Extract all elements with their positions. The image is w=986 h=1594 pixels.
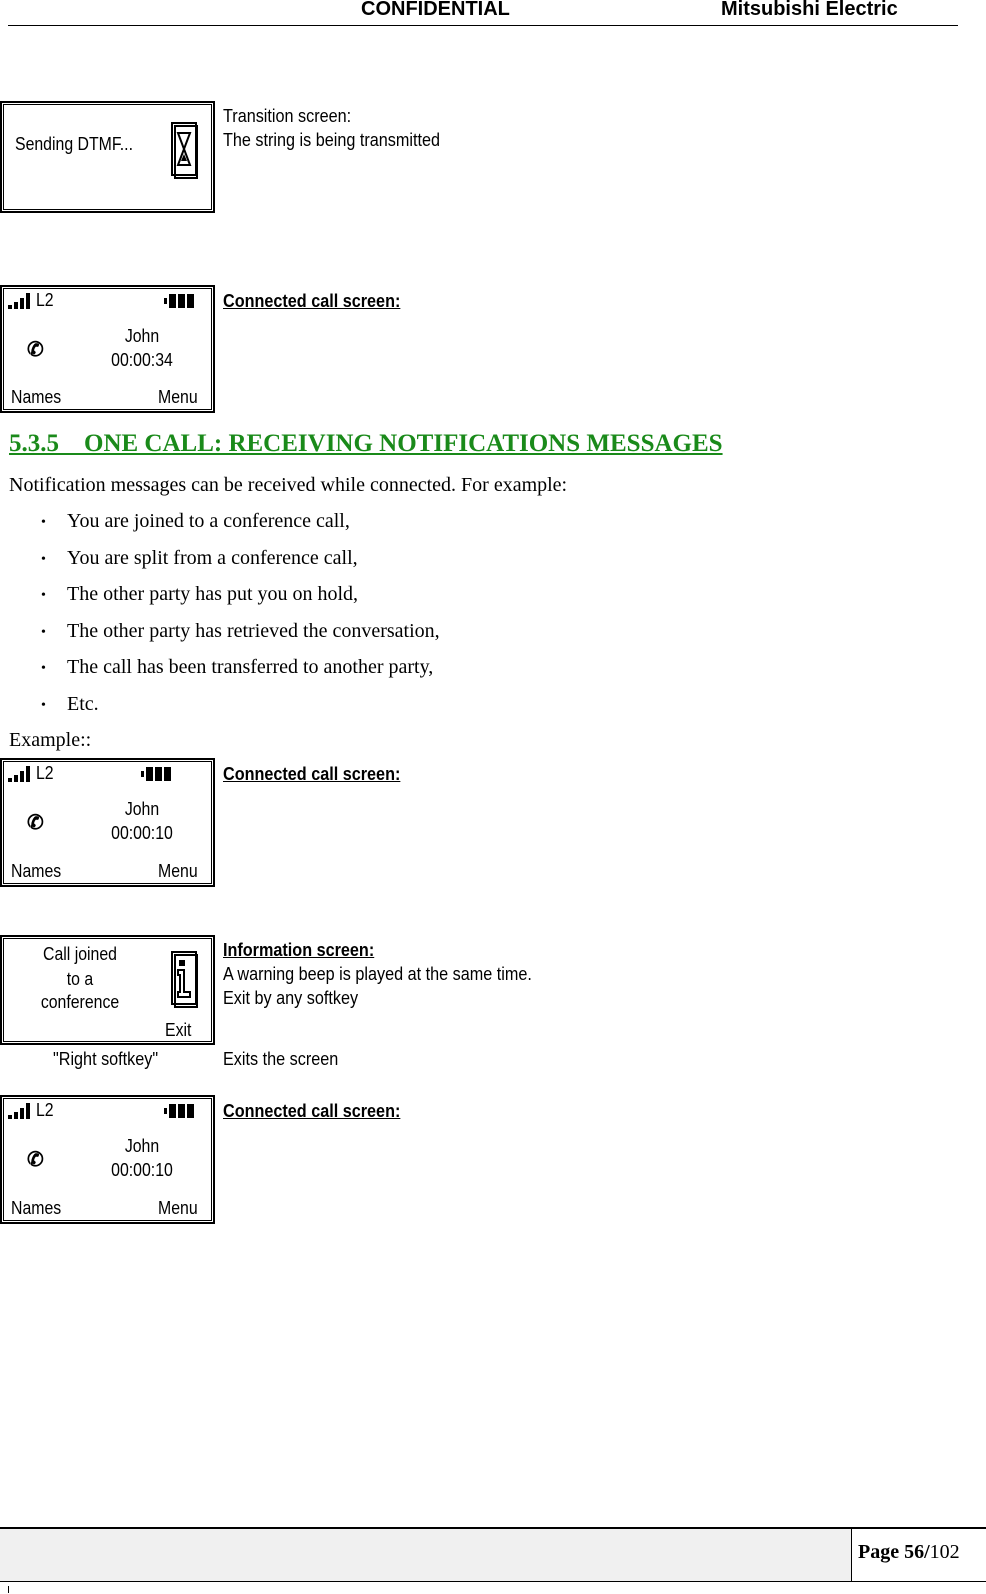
hourglass-icon — [170, 121, 200, 179]
dtmf-desc-title: Transition screen: — [223, 106, 352, 126]
caller-name: John — [124, 1136, 160, 1156]
names-softkey[interactable]: Names — [11, 387, 62, 407]
dtmf-screen — [0, 101, 215, 213]
caller-name: John — [124, 799, 160, 819]
list-item: The other party has retrieved the conversation, — [67, 620, 440, 642]
line-label: L2 — [36, 763, 54, 783]
caller-name: John — [124, 326, 160, 346]
connected-call-title: Connected call screen: — [223, 291, 401, 311]
signal-strength-icon — [8, 293, 34, 309]
bullet-icon: • — [41, 588, 46, 603]
information-desc-line: Exit by any softkey — [223, 988, 359, 1008]
confidential-label: CONFIDENTIAL — [361, 0, 510, 20]
battery-icon — [164, 1104, 194, 1118]
info-message-line: conference — [40, 992, 120, 1012]
list-item: The other party has put you on hold, — [67, 583, 359, 605]
bullet-icon: • — [41, 625, 46, 640]
dtmf-description — [223, 104, 440, 152]
bullet-icon: • — [41, 552, 46, 567]
menu-softkey[interactable]: Menu — [158, 1198, 198, 1218]
connected-call-screen — [0, 285, 215, 413]
connected-call-title: Connected call screen: — [223, 764, 401, 784]
line-label: L2 — [36, 1100, 54, 1120]
connected-call-description — [223, 289, 400, 313]
connected-call-description — [223, 1099, 400, 1123]
info-message-line: Call joined — [43, 944, 117, 964]
dtmf-desc-text: The string is being transmitted — [223, 130, 441, 150]
battery-icon — [164, 294, 194, 308]
exit-softkey[interactable]: Exit — [165, 1020, 192, 1040]
info-icon — [170, 950, 200, 1008]
menu-softkey[interactable]: Menu — [158, 387, 198, 407]
dtmf-text: Sending DTMF... — [15, 134, 133, 154]
call-duration: 00:00:10 — [111, 1160, 173, 1180]
battery-icon — [141, 767, 171, 781]
bullet-icon: • — [41, 698, 46, 713]
bullet-icon: • — [41, 661, 46, 676]
margin-mark — [8, 1586, 9, 1593]
names-softkey[interactable]: Names — [11, 861, 62, 881]
page-number — [858, 1541, 960, 1564]
phone-handset-icon: ✆ — [27, 1149, 44, 1171]
bullet-icon: • — [41, 515, 46, 530]
list-item: Etc. — [67, 693, 99, 715]
page-header — [8, 0, 958, 26]
right-softkey-label: "Right softkey" — [53, 1049, 159, 1069]
page-prefix: Page 56/ — [858, 1541, 930, 1563]
company-name: Mitsubishi Electric — [721, 0, 898, 20]
list-item: You are joined to a conference call, — [67, 510, 350, 532]
line-label: L2 — [36, 290, 54, 310]
connected-call-screen — [0, 1095, 215, 1224]
menu-softkey[interactable]: Menu — [158, 861, 198, 881]
information-title: Information screen: — [223, 940, 375, 960]
information-description — [223, 938, 532, 1010]
page-footer — [0, 1527, 986, 1582]
phone-handset-icon: ✆ — [27, 812, 44, 834]
information-screen — [0, 935, 215, 1045]
right-softkey-action: Exits the screen — [223, 1049, 339, 1069]
page-total: 102 — [929, 1541, 960, 1563]
signal-strength-icon — [8, 1103, 34, 1119]
names-softkey[interactable]: Names — [11, 1198, 62, 1218]
call-duration: 00:00:10 — [111, 823, 173, 843]
call-duration: 00:00:34 — [111, 350, 173, 370]
section-heading: 5.3.5 ONE CALL: RECEIVING NOTIFICATIONS MESSAGES — [9, 430, 723, 457]
signal-strength-icon — [8, 766, 34, 782]
information-desc-line: A warning beep is played at the same time. — [223, 964, 532, 984]
connected-call-screen — [0, 758, 215, 887]
connected-call-description — [223, 762, 400, 786]
section-intro: Notification messages can be received while connected. For example: — [9, 474, 568, 496]
info-message-line: to a — [66, 969, 94, 989]
phone-handset-icon: ✆ — [27, 339, 44, 361]
list-item: You are split from a conference call, — [67, 547, 358, 569]
example-label: Example:: — [9, 729, 92, 751]
list-item: The call has been transferred to another party, — [67, 656, 434, 678]
connected-call-title: Connected call screen: — [223, 1101, 401, 1121]
